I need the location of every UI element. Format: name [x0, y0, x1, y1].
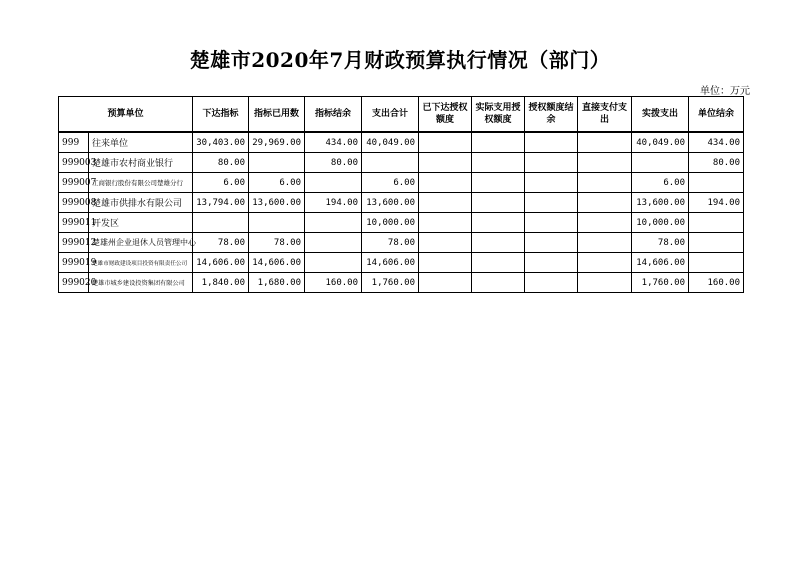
- cell: 14,606.00: [249, 253, 305, 273]
- cell: [472, 193, 525, 213]
- unit-code: 999: [59, 132, 89, 153]
- cell: 13,600.00: [249, 193, 305, 213]
- cell: [472, 253, 525, 273]
- budget-table: [58, 96, 744, 293]
- cell: [578, 193, 632, 213]
- cell: 80.00: [193, 153, 249, 173]
- unit-name: 楚雄市财政建设项目投资有限责任公司: [89, 253, 193, 273]
- cell: 10,000.00: [632, 213, 689, 233]
- cell: 78.00: [249, 233, 305, 253]
- col-header: 指标结余: [305, 97, 362, 133]
- cell: [525, 173, 578, 193]
- cell: 13,794.00: [193, 193, 249, 213]
- cell: [472, 132, 525, 153]
- unit-name: 工商银行股份有限公司楚雄分行: [89, 173, 193, 193]
- cell: 194.00: [689, 193, 744, 213]
- cell: 78.00: [362, 233, 419, 253]
- cell: 160.00: [689, 273, 744, 293]
- cell: [419, 253, 472, 273]
- cell: [525, 213, 578, 233]
- cell: 40,049.00: [632, 132, 689, 153]
- cell: [525, 233, 578, 253]
- unit-name: 楚雄市农村商业银行: [89, 153, 193, 173]
- unit-code: 999019: [59, 253, 89, 273]
- cell: [472, 213, 525, 233]
- col-header: 指标已用数: [249, 97, 305, 133]
- cell: [305, 253, 362, 273]
- col-header: 授权额度结余: [525, 97, 578, 133]
- cell: [419, 153, 472, 173]
- cell: 6.00: [632, 173, 689, 193]
- cell: [305, 213, 362, 233]
- col-header: 实拨支出: [632, 97, 689, 133]
- cell: 29,969.00: [249, 132, 305, 153]
- unit-code: 999011: [59, 213, 89, 233]
- col-header: 支出合计: [362, 97, 419, 133]
- unit-code: 999012: [59, 233, 89, 253]
- cell: [689, 173, 744, 193]
- cell: [525, 253, 578, 273]
- cell: 1,840.00: [193, 273, 249, 293]
- cell: 78.00: [632, 233, 689, 253]
- cell: 14,606.00: [362, 253, 419, 273]
- table-row: [59, 173, 744, 193]
- table-row: [59, 153, 744, 173]
- table-row: [59, 253, 744, 273]
- cell: [362, 153, 419, 173]
- unit-label: 单位：万元: [700, 86, 750, 97]
- table-row: [59, 233, 744, 253]
- cell: [419, 213, 472, 233]
- cell: [578, 153, 632, 173]
- col-header: 实际支用授权额度: [472, 97, 525, 133]
- cell: [472, 273, 525, 293]
- unit-code: 999003: [59, 153, 89, 173]
- cell: [578, 132, 632, 153]
- cell: 40,049.00: [362, 132, 419, 153]
- cell: [632, 153, 689, 173]
- cell: [419, 233, 472, 253]
- table-row: [59, 193, 744, 213]
- cell: 14,606.00: [632, 253, 689, 273]
- cell: [525, 132, 578, 153]
- cell: [578, 253, 632, 273]
- col-header: 预算单位: [59, 97, 193, 133]
- cell: 13,600.00: [362, 193, 419, 213]
- cell: [419, 273, 472, 293]
- cell: [578, 173, 632, 193]
- cell: [305, 233, 362, 253]
- cell: [305, 173, 362, 193]
- cell: [689, 233, 744, 253]
- cell: 80.00: [305, 153, 362, 173]
- cell: [525, 273, 578, 293]
- cell: [689, 213, 744, 233]
- cell: [419, 173, 472, 193]
- cell: [249, 153, 305, 173]
- col-header: 已下达授权额度: [419, 97, 472, 133]
- col-header: 单位结余: [689, 97, 744, 133]
- cell: [472, 153, 525, 173]
- cell: [525, 193, 578, 213]
- table-row: [59, 132, 744, 153]
- cell: [525, 153, 578, 173]
- cell: [249, 213, 305, 233]
- cell: 194.00: [305, 193, 362, 213]
- cell: [472, 233, 525, 253]
- table-row: [59, 273, 744, 293]
- cell: [193, 213, 249, 233]
- cell: [578, 233, 632, 253]
- cell: 6.00: [362, 173, 419, 193]
- table-row: [59, 213, 744, 233]
- cell: [419, 132, 472, 153]
- unit-name: 楚雄市供排水有限公司: [89, 193, 193, 213]
- cell: [578, 213, 632, 233]
- cell: [689, 253, 744, 273]
- col-header: 直接支付支出: [578, 97, 632, 133]
- table-header-row: [59, 97, 744, 133]
- unit-code: 999008: [59, 193, 89, 213]
- unit-name: 楚雄州企业退休人员管理中心: [89, 233, 193, 253]
- unit-code: 999020: [59, 273, 89, 293]
- cell: 434.00: [689, 132, 744, 153]
- report-title: 楚雄市2020年7月财政预算执行情况（部门）: [189, 48, 611, 72]
- unit-name: 开发区: [89, 213, 193, 233]
- cell: 13,600.00: [632, 193, 689, 213]
- unit-code: 999007: [59, 173, 89, 193]
- cell: 1,760.00: [632, 273, 689, 293]
- unit-name: 往来单位: [89, 132, 193, 153]
- cell: 80.00: [689, 153, 744, 173]
- cell: 434.00: [305, 132, 362, 153]
- cell: 10,000.00: [362, 213, 419, 233]
- cell: 14,606.00: [193, 253, 249, 273]
- unit-name: 楚雄市城乡建设投资集团有限公司: [89, 273, 193, 293]
- cell: [472, 173, 525, 193]
- cell: 160.00: [305, 273, 362, 293]
- cell: [419, 193, 472, 213]
- col-header: 下达指标: [193, 97, 249, 133]
- cell: 30,403.00: [193, 132, 249, 153]
- cell: 1,760.00: [362, 273, 419, 293]
- cell: 6.00: [249, 173, 305, 193]
- cell: [578, 273, 632, 293]
- cell: 78.00: [193, 233, 249, 253]
- cell: 6.00: [193, 173, 249, 193]
- cell: 1,680.00: [249, 273, 305, 293]
